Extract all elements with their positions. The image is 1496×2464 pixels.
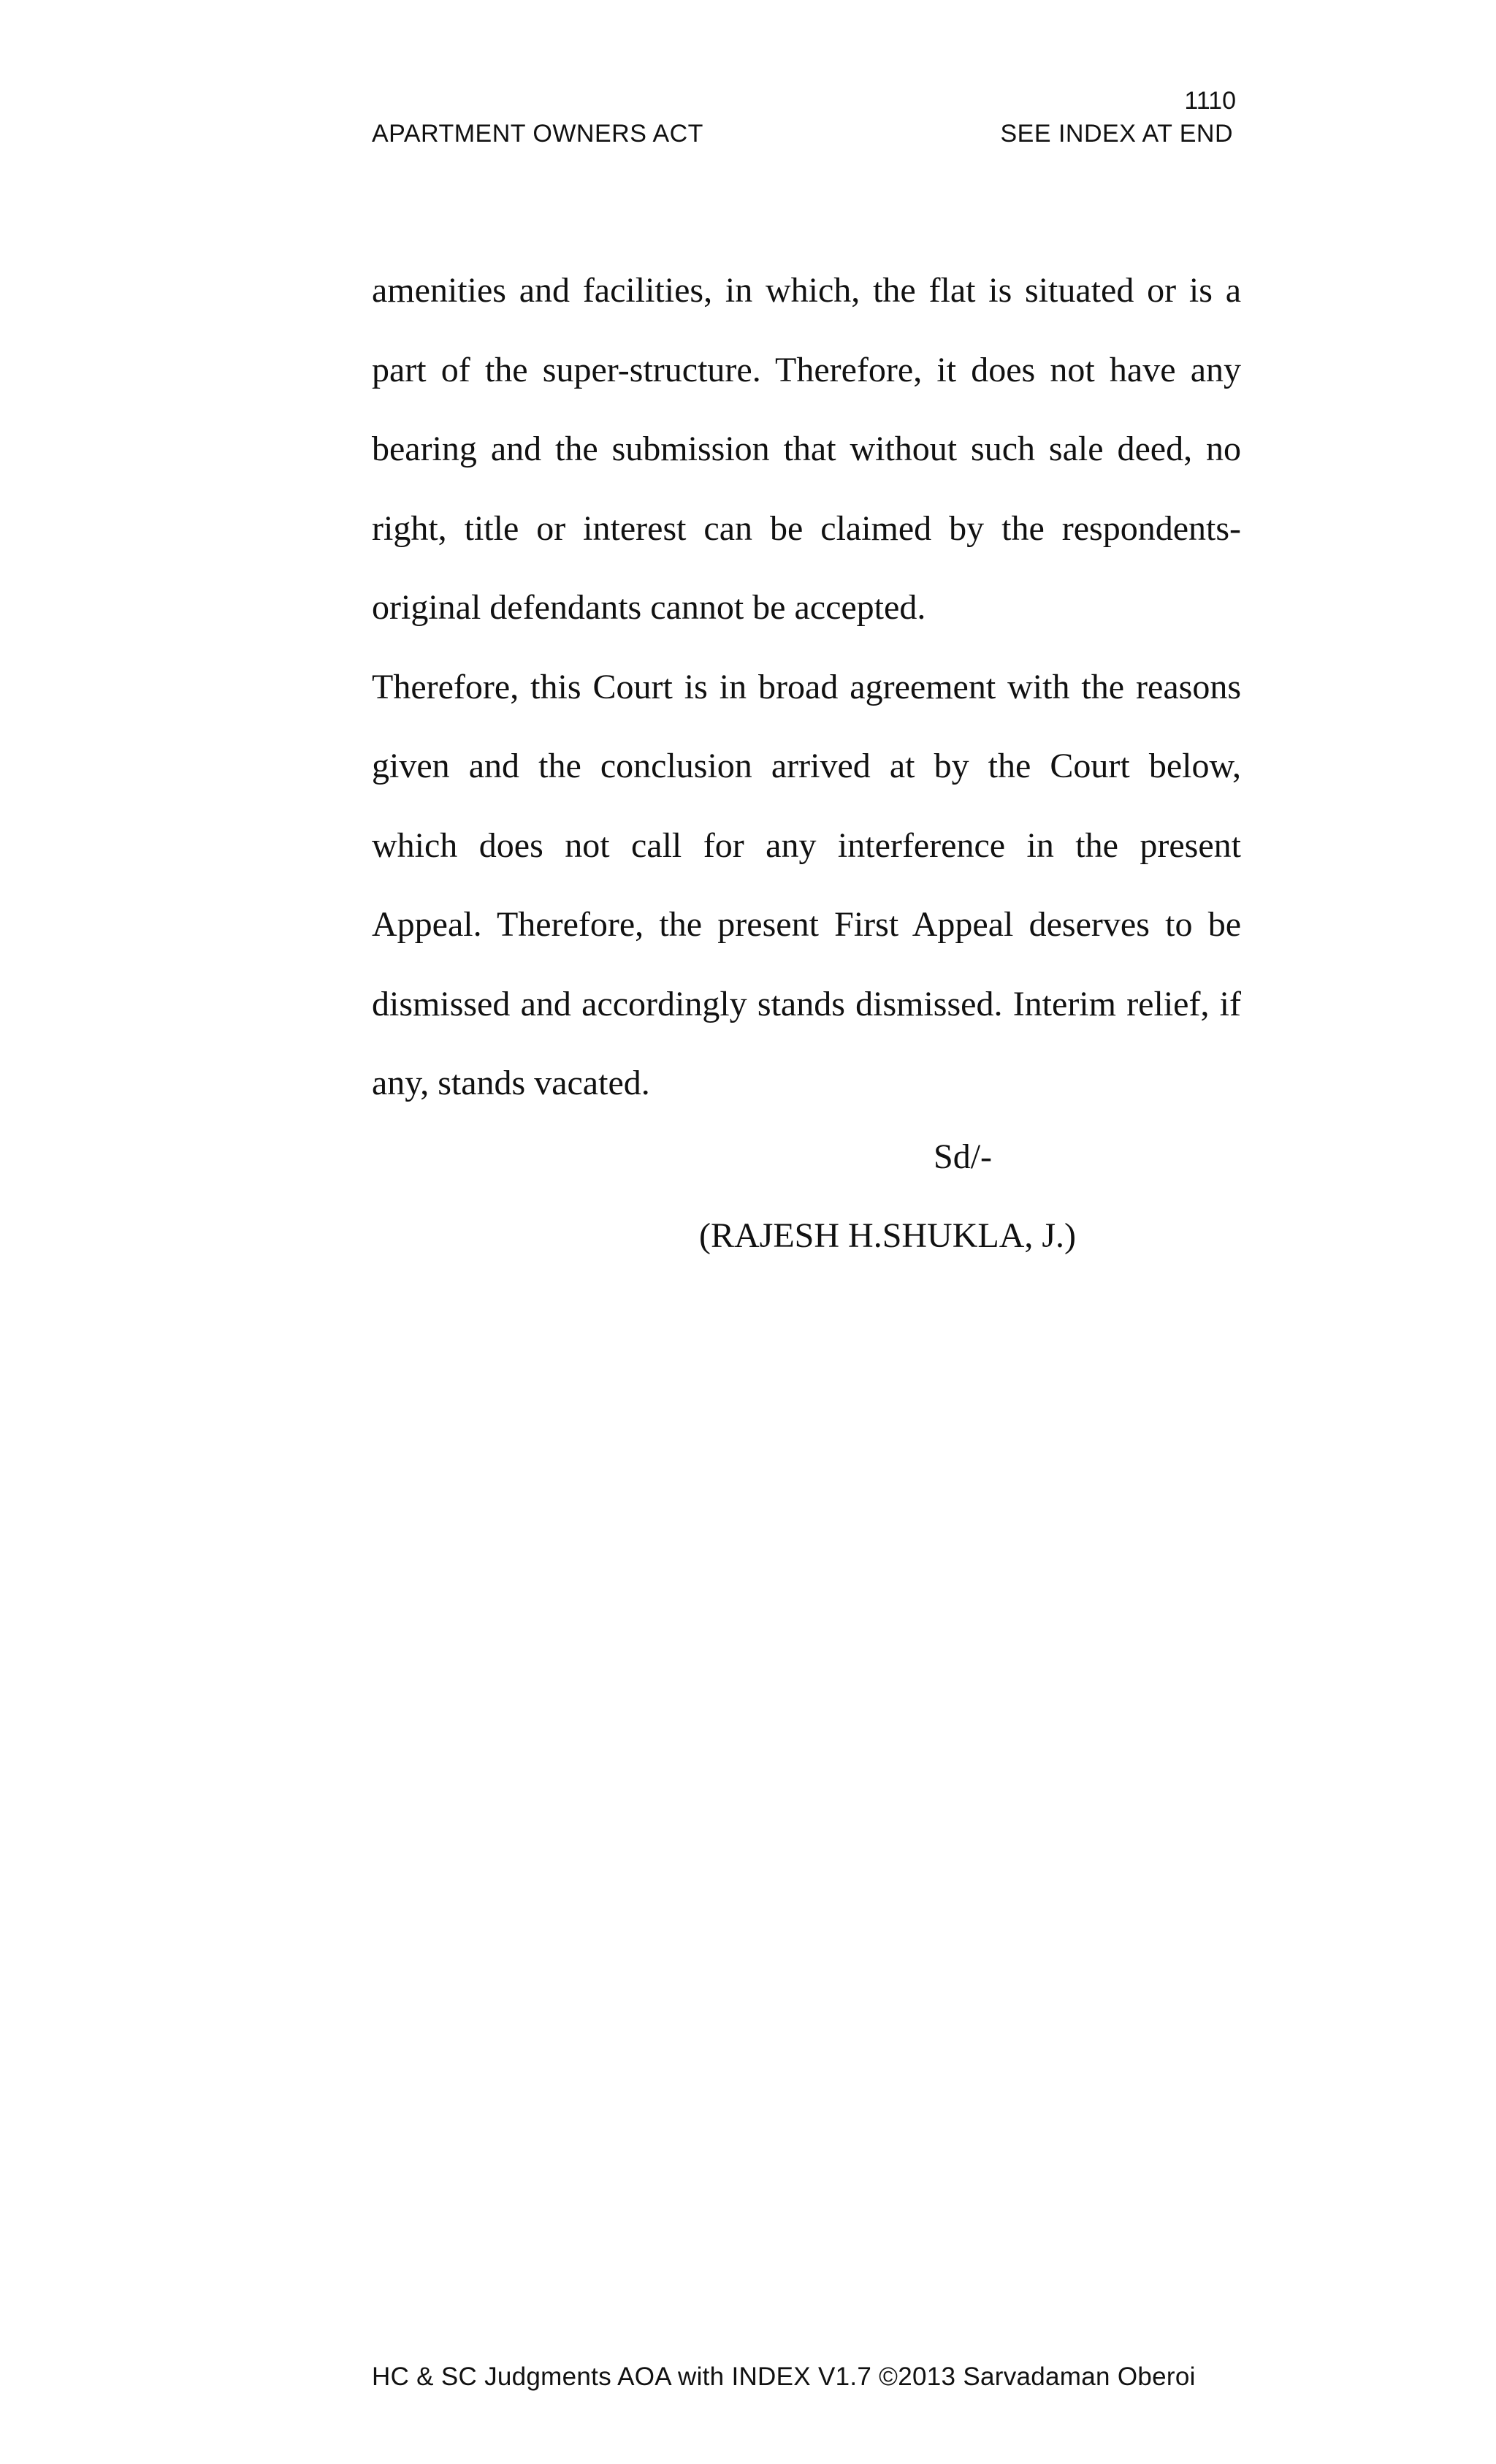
page-footer: HC & SC Judgments AOA with INDEX V1.7 ©2013 Sarvadaman Oberoi <box>372 2362 1196 2391</box>
paragraph-amenities: amenities and facilities, in which, the flat is situated or is a part of the super-structure. Therefore, it does not have any bearing and the submission that without such sale deed, no right, title or interest can be claimed by the respondents-original defendants cannot be accepted. <box>372 271 1241 627</box>
running-header-index-note: SEE INDEX AT END <box>1000 120 1233 148</box>
running-header-title: APARTMENT OWNERS ACT <box>372 120 703 148</box>
judge-name: (RAJESH H.SHUKLA, J.) <box>699 1216 1077 1255</box>
signature-mark: Sd/- <box>934 1137 993 1176</box>
paragraph-conclusion: Therefore, this Court is in broad agreement with the reasons given and the conclusion arrived at by the Court below, which does not call for any interference in the present Appeal. Therefore, the present First Appeal deserves to be dismissed and accordingly stands dismissed. Interim relief, if any, stands vacated. <box>372 667 1241 1102</box>
judgment-body <box>372 251 1241 1124</box>
page-number: 1110 <box>1184 87 1236 115</box>
